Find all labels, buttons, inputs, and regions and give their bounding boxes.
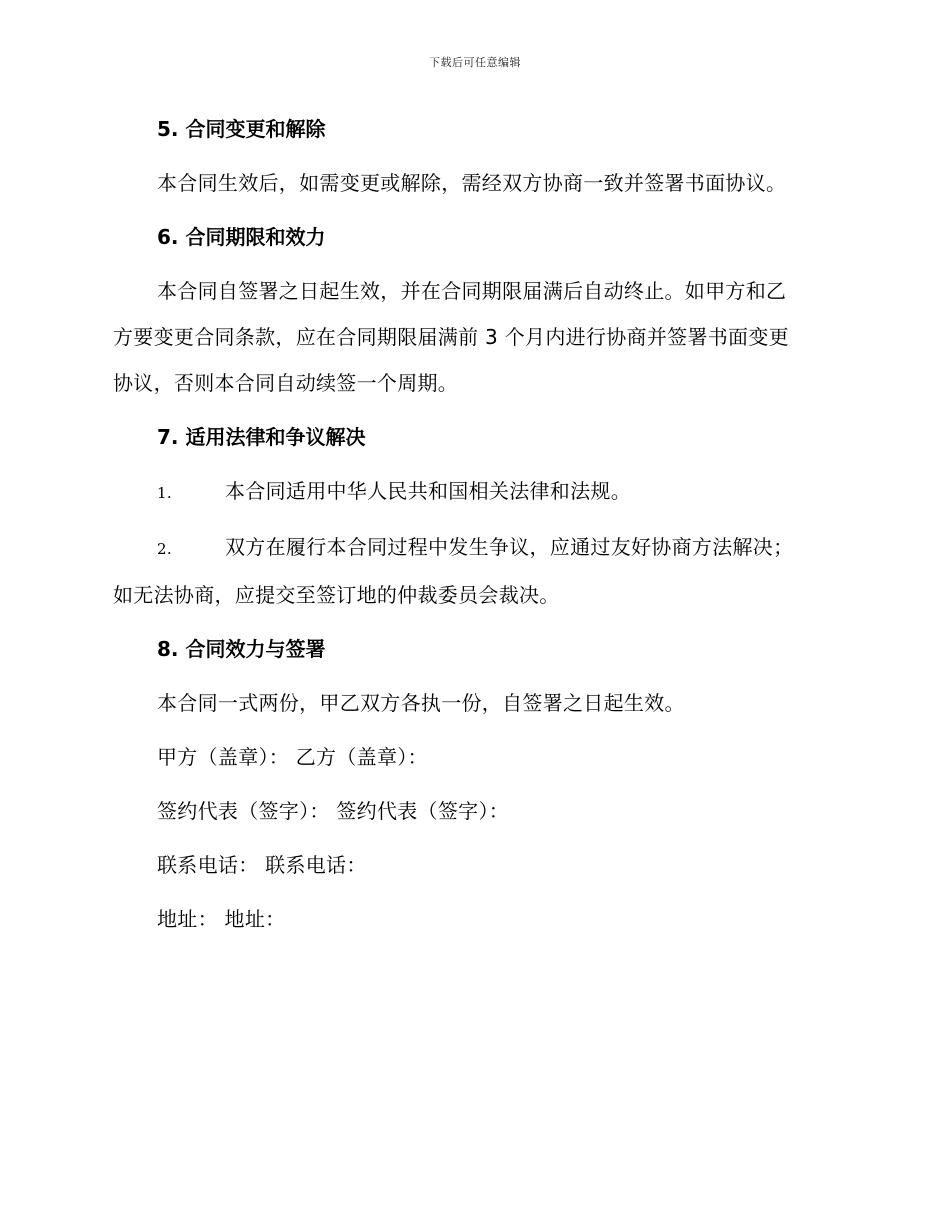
signature-line-address: 地址： 地址： — [157, 907, 286, 931]
section-body-6-line-2: 方要变更合同条款，应在合同期限届满前 3 个月内进行协商并签署书面变更 — [113, 325, 789, 349]
list-item-text: 本合同适用中华人民共和国相关法律和法规。 — [225, 479, 631, 503]
section-body-8: 本合同一式两份，甲乙双方各执一份，自签署之日起生效。 — [157, 691, 685, 715]
page-header: 下载后可任意编辑 — [429, 56, 521, 69]
document-body — [113, 112, 839, 936]
section-heading-7: 7. 适用法律和争议解决 — [157, 425, 366, 449]
list-item-continuation: 如无法协商，应提交至签订地的仲裁委员会裁决。 — [113, 583, 560, 607]
section-body-6-line-1: 本合同自签署之日起生效，并在合同期限届满后自动终止。如甲方和乙 — [157, 279, 787, 303]
section-heading-5: 5. 合同变更和解除 — [157, 117, 326, 141]
list-item — [113, 530, 839, 566]
section-heading-6: 6. 合同期限和效力 — [157, 225, 326, 249]
list-item-number: 1. — [157, 484, 172, 502]
signature-line-phone: 联系电话： 联系电话： — [157, 853, 367, 877]
list-item — [113, 474, 839, 510]
list-item-text: 双方在履行本合同过程中发生争议，应通过友好协商方法解决； — [225, 535, 794, 559]
section-body-6-line-3: 协议，否则本合同自动续签一个周期。 — [113, 371, 459, 395]
signature-line-representative: 签约代表（签字）： 签约代表（签字）： — [157, 799, 510, 823]
signature-line-seal: 甲方（盖章）： 乙方（盖章）： — [157, 745, 428, 769]
section-body-5: 本合同生效后，如需变更或解除，需经双方协商一致并签署书面协议。 — [157, 171, 787, 195]
list-item-number: 2. — [157, 540, 172, 558]
section-heading-8: 8. 合同效力与签署 — [157, 637, 326, 661]
